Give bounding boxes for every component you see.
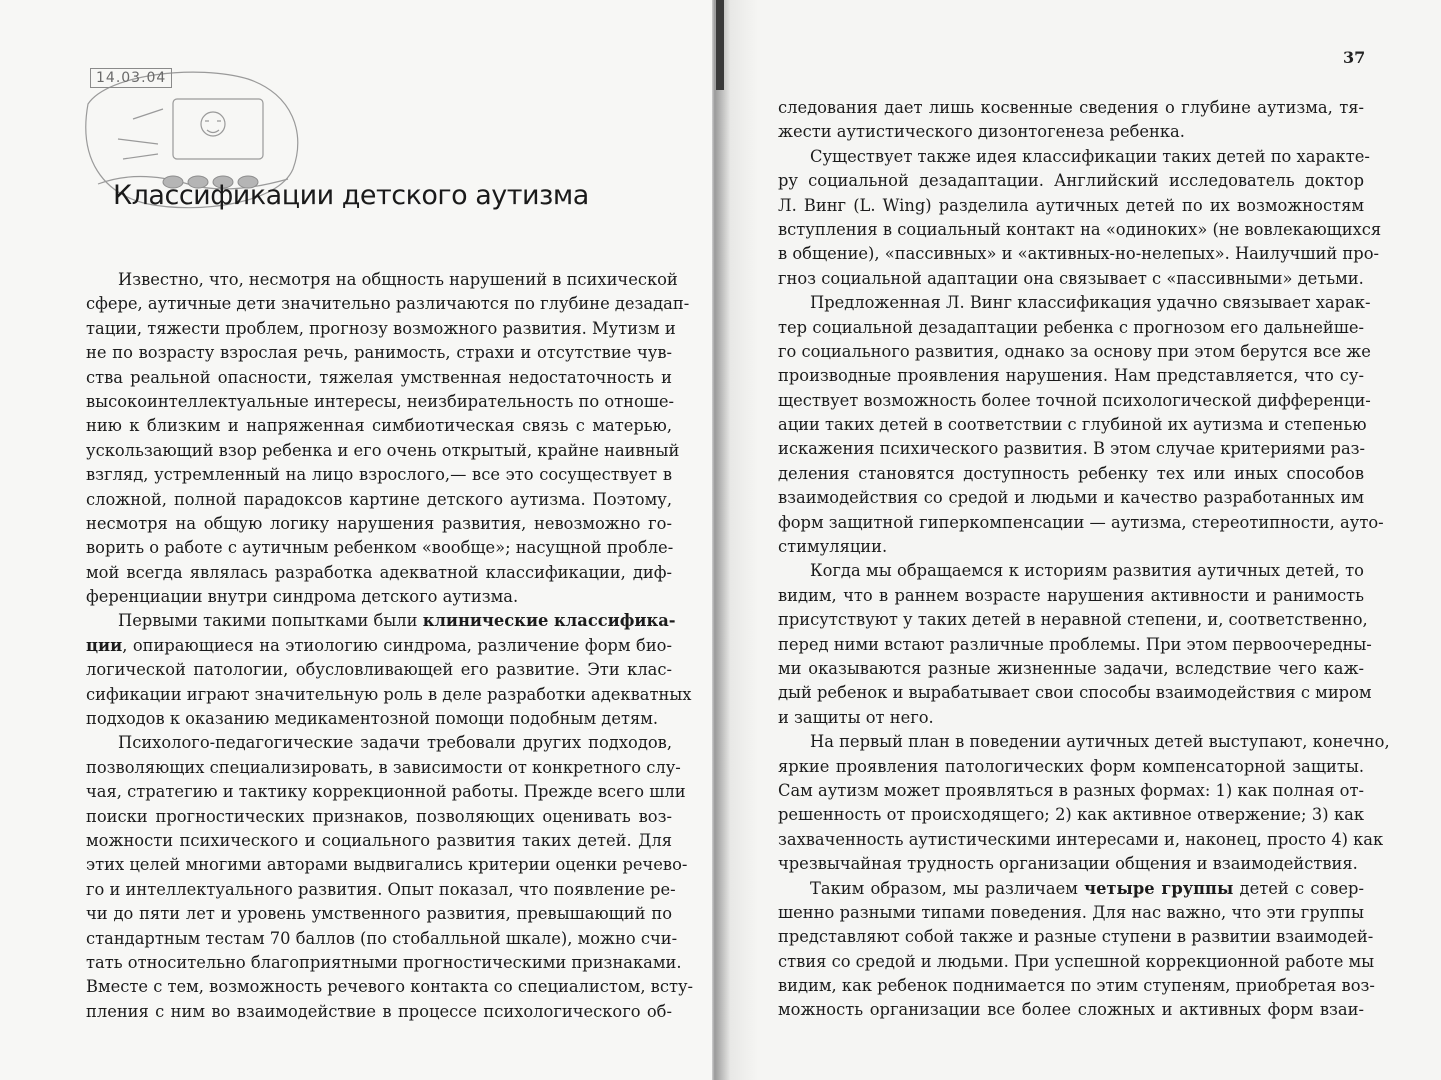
line-text: чая, стратегию и тактику коррекционной работы. Прежде всего шли (86, 782, 686, 802)
text-line (778, 267, 1364, 291)
right-page-body (778, 96, 1390, 1023)
text-line (778, 803, 1364, 827)
text-line (86, 292, 690, 316)
line-text: производные проявления нарушения. Нам представляется, что су- (778, 366, 1364, 386)
text-line (86, 805, 672, 829)
line-text: стимуляции. (778, 537, 888, 557)
text-line (86, 341, 672, 365)
text-line (86, 512, 672, 536)
text-line (778, 828, 1384, 852)
text-line (86, 658, 672, 682)
text-line (778, 998, 1364, 1022)
text-line (778, 852, 1364, 876)
line-text: Вместе с тем, возможность речевого контакта со специалистом, всту- (86, 977, 694, 997)
text-line (86, 756, 681, 780)
line-text: позволяющих специализировать, в зависимости от конкретного слу- (86, 757, 681, 777)
text-line (86, 439, 680, 463)
line-text: ации таких детей в соответствии с глубиной их аутизма и степенью (778, 415, 1367, 435)
text-line (778, 681, 1372, 705)
text-line (778, 877, 1364, 901)
line-text: Когда мы обращаемся к историям развития аутичных детей, то (810, 561, 1364, 581)
text-line (778, 633, 1372, 657)
line-text: сложной, полной парадоксов картине детского аутизма. Поэтому, (86, 489, 672, 509)
text-line (778, 437, 1364, 461)
text-line (778, 755, 1364, 779)
text-line (86, 390, 675, 414)
text-line (778, 535, 1364, 559)
line-text: взгляд, устремленный на лицо взрослого,— все это сосуществует в (86, 465, 672, 485)
line-text: можности психического и социального развития таких детей. Для (86, 830, 672, 850)
line-text: сфере, аутичные дети значительно различаются по глубине дезадап- (86, 294, 690, 314)
text-line (778, 389, 1371, 413)
line-text: Существует также идея классификации таких детей по характе- (810, 146, 1370, 166)
line-text: и защиты от него. (778, 707, 934, 727)
gutter-shadow (716, 0, 724, 90)
line-text: нию к близким и напряженная симбиотическая связь с матерью, (86, 416, 672, 436)
text-line (86, 902, 672, 926)
text-line (86, 317, 676, 341)
text-line (778, 950, 1375, 974)
line-text: видим, как ребенок поднимается по этим ступеням, приобретая воз- (778, 976, 1375, 996)
line-text: ру социальной дезадаптации. Английский исследователь доктор (778, 171, 1364, 191)
text-line (778, 925, 1374, 949)
text-line (778, 169, 1364, 193)
text-line (778, 291, 1371, 315)
line-text: ускользающий взор ребенка и его очень открытый, крайне наивный (86, 440, 680, 460)
text-line (778, 730, 1390, 754)
line-text: этих целей многими авторами выдвигались критерии оценки речево- (86, 855, 688, 875)
text-line (778, 242, 1380, 266)
line-text: форм защитной гиперкомпенсации — аутизма, стереотипности, ауто- (778, 512, 1384, 532)
text-line (778, 364, 1364, 388)
text-line (86, 463, 672, 487)
line-text: решенность от происходящего; 2) как активное отвержение; 3) как (778, 805, 1364, 825)
line-text: перед ними встают различные проблемы. При этом первоочередны- (778, 634, 1372, 654)
line-text: гноз социальной адаптации она связывает с «пассивными» детьми. (778, 268, 1364, 288)
text-line (778, 559, 1364, 583)
line-text: стандартным тестам 70 баллов (по стобалльной шкале), можно счи- (86, 928, 678, 948)
line-text: можность организации все более сложных и активных форм взаи- (778, 1000, 1364, 1020)
text-line (86, 609, 676, 633)
bold-term: четыре группы (1084, 878, 1234, 898)
line-text: Известно, что, несмотря на общность нарушений в психической (118, 270, 678, 289)
text-line (778, 462, 1364, 486)
line-text: логической патологии, обусловливающей его развитие. Эти клас- (86, 660, 672, 680)
line-text: тации, тяжести проблем, прогнозу возможного развития. Мутизм и (86, 318, 676, 338)
text-line (86, 585, 672, 609)
chapter-title: Классификации детского аутизма (113, 180, 589, 211)
text-line (778, 145, 1370, 169)
text-line (86, 780, 686, 804)
line-text: ствия со средой и людьми. При успешной коррекционной работе мы (778, 951, 1375, 971)
line-text: Л. Винг (L. Wing) разделила аутичных детей по их возможностям (778, 195, 1364, 215)
line-text: ществует возможность более точной психологической дифференци- (778, 390, 1371, 410)
text-line (86, 878, 676, 902)
text-line (778, 608, 1368, 632)
line-text: Первыми такими попытками были (118, 611, 423, 631)
text-line (86, 268, 678, 292)
left-page-body (86, 268, 694, 1024)
text-line (86, 707, 672, 731)
line-text: захваченность аутистическими интересами и, наконец, просто 4) как (778, 829, 1384, 849)
text-line (778, 340, 1371, 364)
text-line (778, 511, 1384, 535)
line-text: представляют собой также и разные ступени в развитии взаимодей- (778, 927, 1374, 947)
line-text: жести аутистического дизонтогенеза ребенка. (778, 122, 1185, 142)
text-line (86, 634, 672, 658)
line-text: чрезвычайная трудность организации общения и взаимодействия. (778, 854, 1358, 874)
line-text: сификации играют значительную роль в деле разработки адекватных (86, 684, 692, 704)
line-text: искажения психического развития. В этом случае критериями раз- (778, 439, 1366, 459)
line-text: го социального развития, однако за основу при этом берутся все же (778, 341, 1371, 361)
text-line (778, 316, 1364, 340)
line-text: тать относительно благоприятными прогностическими признаками. (86, 952, 682, 972)
text-line (86, 1000, 672, 1024)
line-text: Предложенная Л. Винг классификация удачно связывает харак- (810, 293, 1371, 313)
line-text: ми оказываются разные жизненные задачи, вследствие чего каж- (778, 658, 1364, 678)
text-line (778, 194, 1364, 218)
text-line (778, 974, 1375, 998)
bold-term: клинические классифика- (422, 611, 676, 631)
text-line (86, 414, 672, 438)
line-text: чи до пяти лет и уровень умственного развития, превышающий по (86, 904, 672, 924)
text-line (86, 731, 672, 755)
line-text: пления с ним во взаимодействие в процессе психологического об- (86, 1001, 672, 1021)
line-text: мой всегда являлась разработка адекватной классификации, диф- (86, 562, 672, 582)
book-gutter (712, 0, 758, 1080)
text-line (86, 927, 678, 951)
line-text: подходов к оказанию медикаментозной помощи подобным детям. (86, 709, 659, 729)
line-text: шенно разными типами поведения. Для нас важно, что эти группы (778, 902, 1364, 922)
line-text: поиски прогностических признаков, позволяющих оценивать воз- (86, 806, 672, 826)
line-text: несмотря на общую логику нарушения развития, невозможно го- (86, 513, 672, 533)
text-line (778, 96, 1364, 120)
text-line (778, 779, 1364, 803)
line-text: го и интеллектуального развития. Опыт показал, что появление ре- (86, 879, 676, 899)
text-line (86, 829, 672, 853)
bold-term: ции (86, 635, 123, 655)
text-line (86, 536, 672, 560)
text-line (778, 584, 1364, 608)
text-line (86, 975, 694, 999)
text-line (778, 901, 1364, 925)
text-line (778, 413, 1367, 437)
text-line (86, 366, 672, 390)
page-number: 37 (1343, 48, 1366, 67)
line-text: высокоинтеллектуальные интересы, неизбирательность по отноше- (86, 391, 675, 411)
line-text: присутствуют у таких детей в неравной степени, и, соответственно, (778, 610, 1368, 630)
left-page (0, 0, 712, 1080)
line-text: Сам аутизм может проявляться в разных формах: 1) как полная от- (778, 780, 1364, 800)
right-page (712, 0, 1441, 1080)
text-line (778, 706, 1364, 730)
text-line (778, 486, 1364, 510)
line-text: вступления в социальный контакт на «одиноких» (не вовлекающихся (778, 219, 1382, 239)
line-text: На первый план в поведении аутичных детей выступают, конечно, (810, 732, 1390, 752)
line-text: не по возрасту взрослая речь, ранимость, страхи и отсутствие чув- (86, 343, 672, 363)
text-line (778, 120, 1364, 144)
line-text: в общение), «пассивных» и «активных-но-нелепых». Наилучший про- (778, 244, 1380, 264)
line-text: Таким образом, мы различаем (810, 878, 1085, 898)
line-text: деления становятся доступность ребенку тех или иных способов (778, 463, 1364, 483)
line-text: следования дает лишь косвенные сведения о глубине аутизма, тя- (778, 98, 1364, 117)
line-text: взаимодействия со средой и людьми и качество разработанных им (778, 488, 1364, 508)
date-stamp: 14.03.04 (90, 68, 172, 88)
text-line (778, 218, 1382, 242)
text-line (86, 488, 672, 512)
line-text: тер социальной дезадаптации ребенка с прогнозом его дальнейше- (778, 317, 1364, 337)
line-text: ференциации внутри синдрома детского аутизма. (86, 587, 519, 607)
text-line (86, 683, 692, 707)
line-text: яркие проявления патологических форм компенсаторной защиты. (778, 756, 1364, 776)
line-text: дый ребенок и вырабатывает свои способы взаимодействия с миром (778, 683, 1372, 703)
text-line (778, 657, 1364, 681)
line-text: видим, что в раннем возрасте нарушения активности и ранимость (778, 585, 1364, 605)
text-line (86, 951, 682, 975)
line-text: ства реальной опасности, тяжелая умственная недостаточность и (86, 367, 672, 387)
text-line (86, 853, 688, 877)
line-text: ворить о работе с аутичным ребенком «вообще»; насущной пробле- (86, 538, 674, 558)
line-text: Психолого-педагогические задачи требовали других подходов, (118, 733, 672, 753)
text-line (86, 561, 672, 585)
line-text: , опирающиеся на этиологию синдрома, различение форм био- (122, 635, 672, 655)
line-text: детей с совер- (1233, 878, 1364, 898)
